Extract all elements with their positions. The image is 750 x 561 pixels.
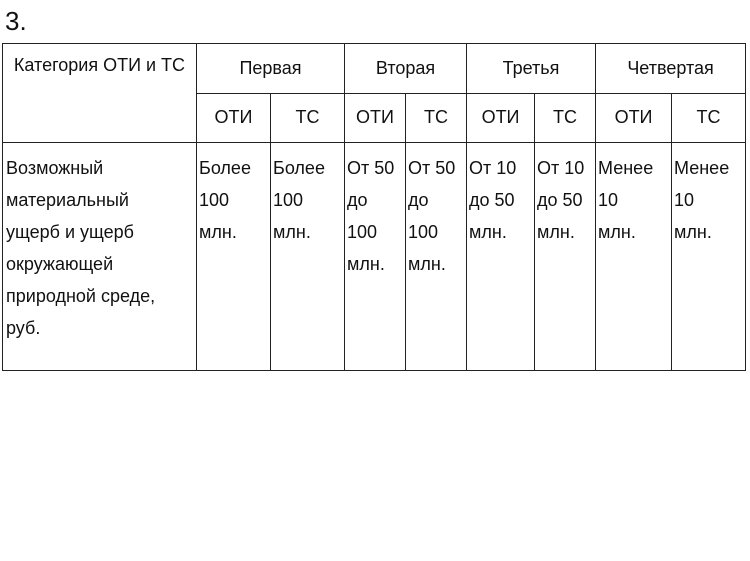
cell-line: млн. (408, 254, 446, 274)
subcolumn-header: ТС (672, 93, 746, 143)
table-cell (596, 143, 672, 371)
row-label-line: окружающей (6, 254, 114, 274)
cell-line: 10 (598, 190, 619, 210)
cell-line: млн. (674, 222, 712, 242)
cell-line: до 50 (537, 190, 583, 210)
cell-line: млн. (469, 222, 507, 242)
table-cell (535, 143, 596, 371)
row-label-line: материальный (6, 190, 129, 210)
slide-number: 3. (5, 6, 27, 36)
cell-line: Менее (674, 158, 730, 178)
table-cell (345, 143, 406, 371)
level-header-second: Вторая (345, 44, 467, 94)
cell-line: 100 (199, 190, 230, 210)
cell-line: 100 (408, 222, 439, 242)
row-label (3, 143, 197, 371)
row-label-line: ущерб и ущерб (6, 222, 134, 242)
row-label-line: руб. (6, 318, 41, 338)
subcolumn-header: ТС (271, 93, 345, 143)
cell-line: млн. (598, 222, 636, 242)
subcolumn-header: ОТИ (197, 93, 271, 143)
cell-line: до 50 (469, 190, 515, 210)
cell-line: млн. (273, 222, 311, 242)
table-cell (406, 143, 467, 371)
cell-line: млн. (537, 222, 575, 242)
row-label-line: Возможный (6, 158, 104, 178)
table-row (3, 143, 746, 371)
damage-category-table (2, 43, 746, 371)
cell-line: 10 (674, 190, 695, 210)
cell-line: От 10 (537, 158, 585, 178)
cell-line: От 50 (347, 158, 395, 178)
subcolumn-header: ОТИ (467, 93, 535, 143)
cell-line: Более (199, 158, 251, 178)
cell-line: От 10 (469, 158, 517, 178)
subcolumn-header: ТС (406, 93, 467, 143)
subcolumn-header: ОТИ (345, 93, 406, 143)
table-cell (197, 143, 271, 371)
cell-line: Более (273, 158, 325, 178)
cell-line: 100 (273, 190, 304, 210)
cell-line: млн. (199, 222, 237, 242)
cell-line: до (408, 190, 429, 210)
table-cell (672, 143, 746, 371)
table-cell (271, 143, 345, 371)
cell-line: От 50 (408, 158, 456, 178)
level-header-third: Третья (467, 44, 596, 94)
subcolumn-header: ОТИ (596, 93, 672, 143)
cell-line: 100 (347, 222, 378, 242)
cell-line: до (347, 190, 368, 210)
cell-line: Менее (598, 158, 654, 178)
cell-line: млн. (347, 254, 385, 274)
table-cell (467, 143, 535, 371)
category-header: Категория ОТИ и ТС (3, 44, 197, 143)
level-header-fourth: Четвертая (596, 44, 746, 94)
level-header-first: Первая (197, 44, 345, 94)
header-row-levels (3, 44, 746, 94)
row-label-line: природной среде, (6, 286, 156, 306)
subcolumn-header: ТС (535, 93, 596, 143)
